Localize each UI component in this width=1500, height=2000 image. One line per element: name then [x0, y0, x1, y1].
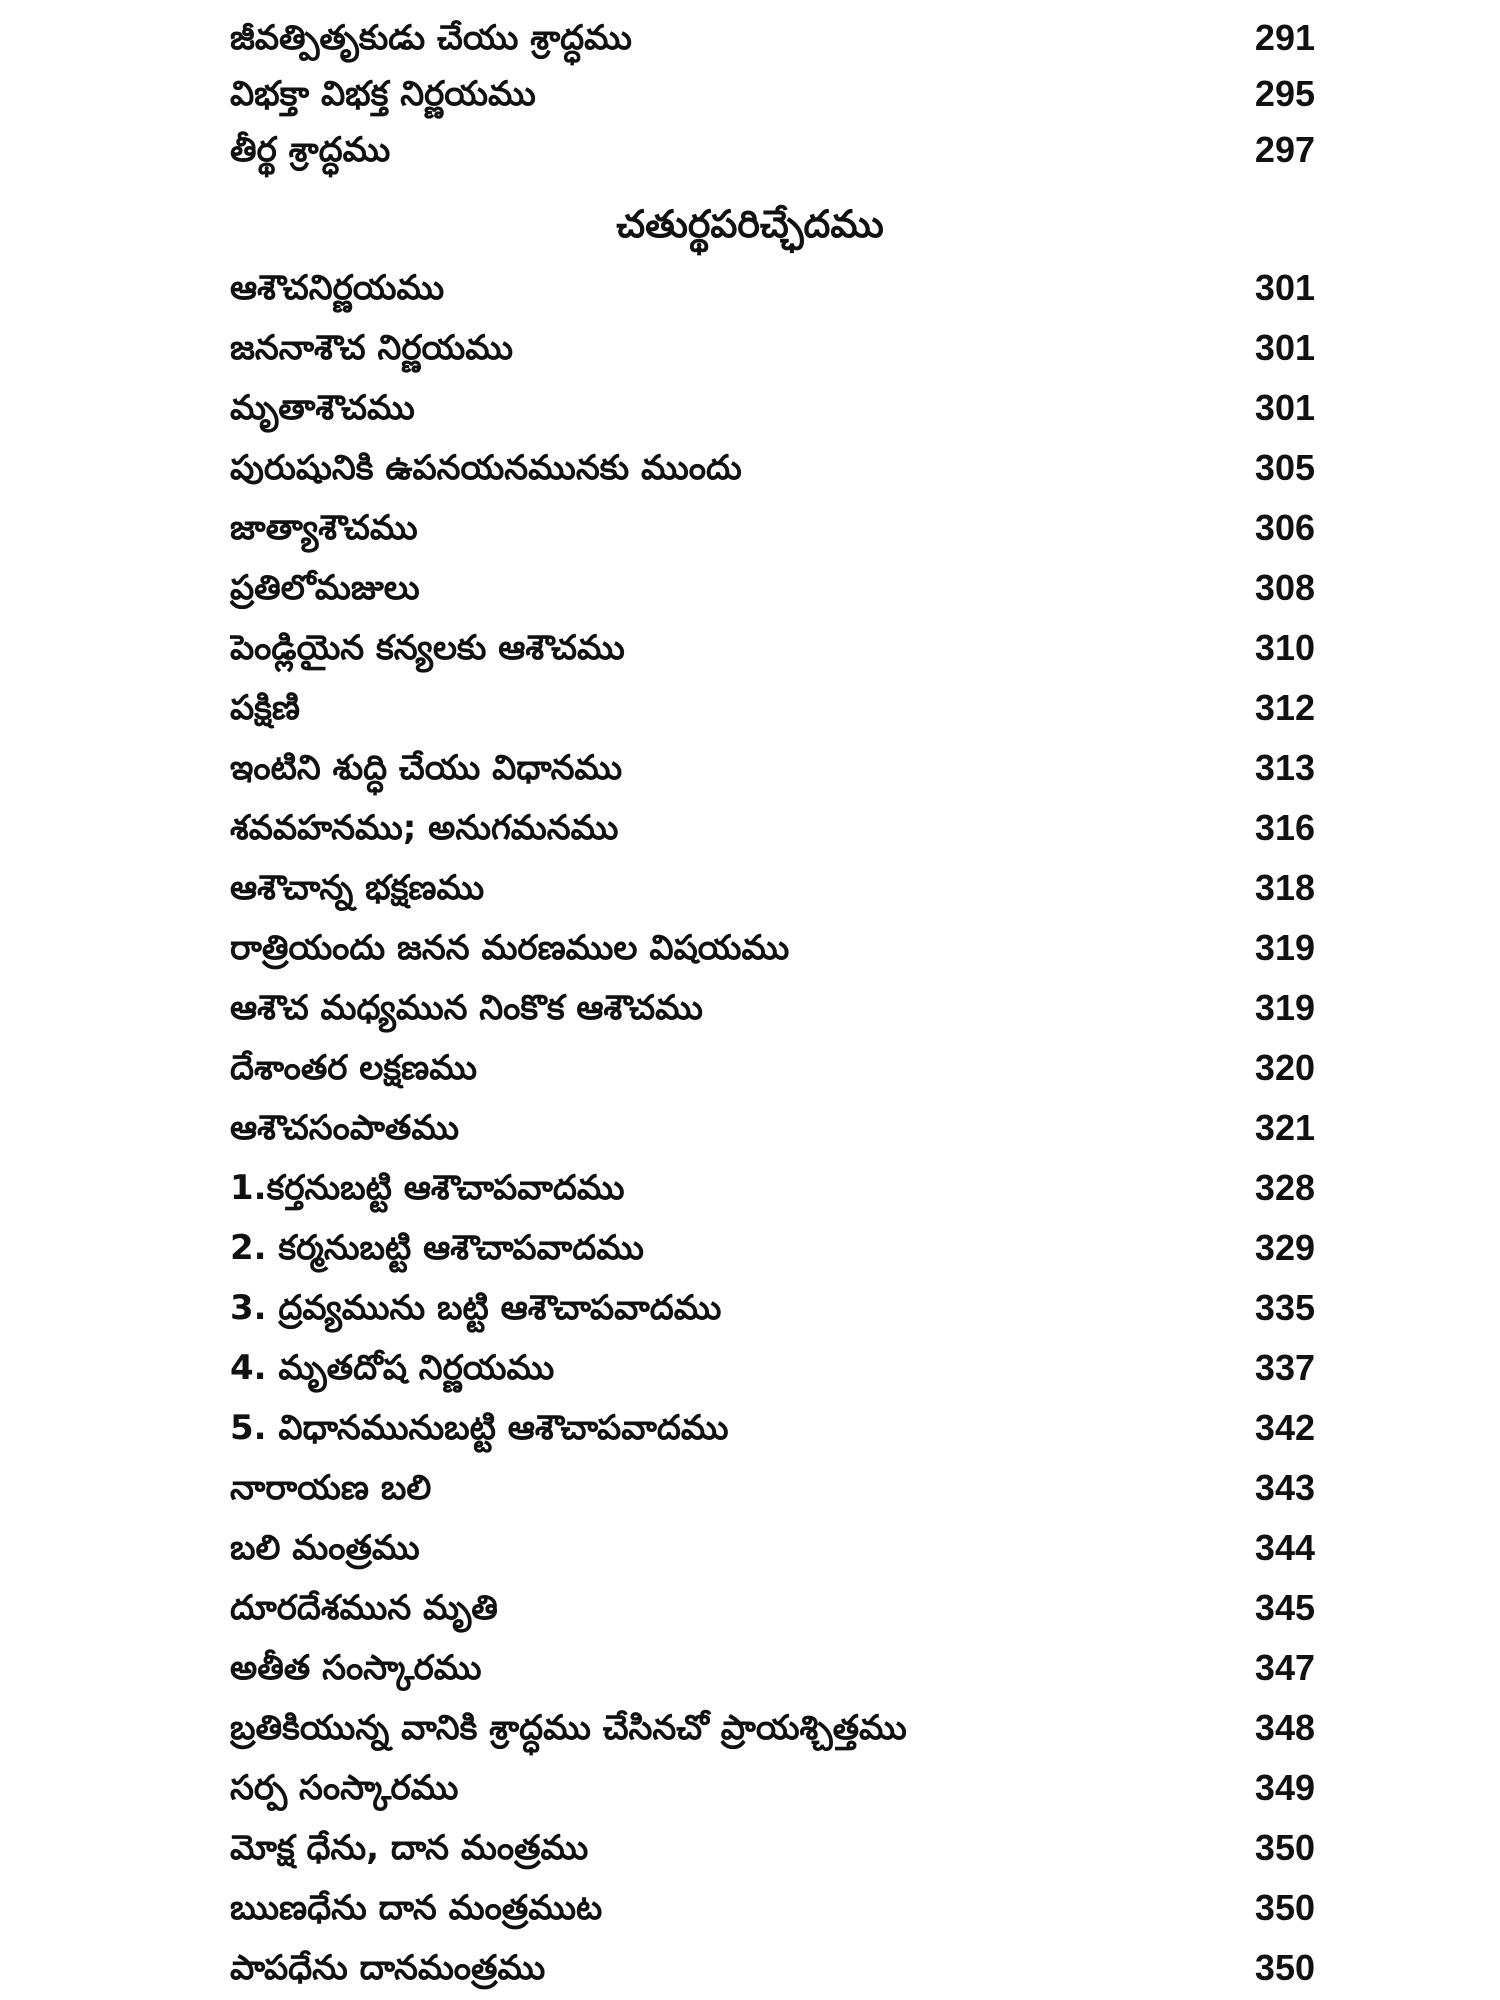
toc-entry-title: ఆశౌచాన్న భక్షణము: [230, 868, 485, 908]
toc-page-number: 319: [1254, 927, 1315, 968]
toc-page-number: 291: [1254, 17, 1315, 58]
toc-row: [0, 560, 1500, 616]
toc-entry-title: మోక్ష ధేను, దాన మంత్రము: [230, 1828, 589, 1868]
toc-entry-title: ఆశౌచ మధ్యమున నింకొక ఆశౌచము: [230, 988, 703, 1028]
toc-page-number: 328: [1254, 1167, 1315, 1208]
toc-row: [0, 260, 1500, 316]
toc-entry-title: 3. ద్రవ్యమును బట్టి ఆశౌచాపవాదము: [230, 1288, 722, 1328]
toc-page-number: 350: [1254, 1947, 1315, 1988]
toc-page-number: 342: [1254, 1407, 1315, 1448]
toc-entry-title: బ్రతికియున్న వానికి శ్రాద్ధము చేసినచో ప్రాయశ్చిత్తము: [230, 1708, 907, 1748]
toc-row: [0, 1820, 1500, 1876]
toc-entry-title: విభక్తా విభక్త నిర్ణయము: [230, 74, 536, 114]
toc-entry-title: సర్ప సంస్కారము: [230, 1768, 459, 1808]
toc-row: [0, 1040, 1500, 1096]
toc-entry-title: 1.కర్తనుబట్టి ఆశౌచాపవాదము: [230, 1168, 625, 1208]
toc-row: [0, 1940, 1500, 1996]
toc-entry-title: అతీత సంస్కారము: [230, 1648, 482, 1688]
toc-row: [0, 1340, 1500, 1396]
toc-row: [0, 1880, 1500, 1936]
toc-entry-title: నారాయణ బలి: [230, 1468, 432, 1508]
toc-entry-title: 5. విధానమునుబట్టి ఆశౌచాపవాదము: [230, 1408, 729, 1448]
toc-row: [0, 1760, 1500, 1816]
toc-page-number: 347: [1254, 1647, 1315, 1688]
toc-entry-title: 4. మృతదోష నిర్ణయము: [230, 1348, 555, 1388]
toc-entry-title: బలి మంత్రము: [230, 1528, 420, 1568]
toc-entry-title: జాత్యాశౌచము: [230, 508, 418, 548]
section-heading: చతుర్థపరిచ్ఛేదము: [616, 202, 884, 246]
toc-page-number: 305: [1254, 447, 1315, 488]
toc-row: [0, 10, 1500, 66]
toc-entry-title: 2. కర్మనుబట్టి ఆశౌచాపవాదము: [230, 1228, 644, 1268]
toc-page-number: 335: [1254, 1287, 1315, 1328]
toc-page-number: 301: [1254, 387, 1315, 428]
toc-entry-title: శవవహనము; అనుగమనము: [230, 808, 619, 848]
toc-row: [0, 680, 1500, 736]
toc-row: [0, 66, 1500, 122]
toc-entry-title: ఆశౌచసంపాతము: [230, 1108, 460, 1148]
toc-row: [0, 1520, 1500, 1576]
toc-page-number: 301: [1254, 327, 1315, 368]
toc-page-number: 297: [1254, 129, 1315, 170]
toc-entry-title: తీర్థ శ్రాద్ధము: [230, 130, 391, 170]
toc-page-number: 337: [1254, 1347, 1315, 1388]
toc-row: [0, 320, 1500, 376]
toc-page-number: 343: [1254, 1467, 1315, 1508]
toc-page-number: 301: [1254, 267, 1315, 308]
toc-row: [0, 740, 1500, 796]
toc-entry-title: పురుషునికి ఉపనయనమునకు ముందు: [230, 448, 742, 488]
toc-entry-title: పెండ్లియైన కన్యలకు ఆశౌచము: [230, 628, 625, 668]
toc-row: [0, 122, 1500, 178]
toc-entry-title: జీవత్పితృకుడు చేయు శ్రాద్ధము: [230, 18, 632, 58]
toc-page-number: 320: [1254, 1047, 1315, 1088]
toc-row: [0, 860, 1500, 916]
toc-page-number: 344: [1254, 1527, 1315, 1568]
toc-row: [0, 800, 1500, 856]
toc-entry-title: దూరదేశమున మృతి: [230, 1588, 498, 1628]
toc-row: [0, 380, 1500, 436]
toc-page-number: 312: [1254, 687, 1315, 728]
toc-row: [0, 1220, 1500, 1276]
toc-page-number: 308: [1254, 567, 1315, 608]
toc-entry-title: మృతాశౌచము: [230, 388, 415, 428]
toc-row: [0, 440, 1500, 496]
toc-page-number: 313: [1254, 747, 1315, 788]
toc-row: [0, 920, 1500, 976]
toc-row: [0, 1580, 1500, 1636]
toc-row: [0, 1280, 1500, 1336]
toc-row: [0, 1460, 1500, 1516]
toc-row: [0, 980, 1500, 1036]
toc-page-number: 321: [1254, 1107, 1315, 1148]
toc-page-number: 350: [1254, 1827, 1315, 1868]
toc-row: [0, 1400, 1500, 1456]
toc-entry-title: ఆశౌచనిర్ణయము: [230, 268, 445, 308]
toc-entry-title: పాపధేను దానమంత్రము: [230, 1948, 546, 1988]
toc-page-number: 350: [1254, 1887, 1315, 1928]
toc-page-number: 348: [1254, 1707, 1315, 1748]
toc-page-number: 318: [1254, 867, 1315, 908]
toc-page-number: 345: [1254, 1587, 1315, 1628]
toc-page-number: 319: [1254, 987, 1315, 1028]
toc-row: [0, 1700, 1500, 1756]
toc-entry-title: ఋణధేను దాన మంత్రముట: [230, 1888, 603, 1928]
toc-row: [0, 1640, 1500, 1696]
toc-row: [0, 1160, 1500, 1216]
toc-entry-title: ప్రతిలోమజులు: [230, 568, 420, 608]
toc-page-number: 310: [1254, 627, 1315, 668]
toc-entry-title: పక్షిణి: [230, 688, 301, 728]
toc-row: [0, 500, 1500, 556]
toc-page-number: 306: [1254, 507, 1315, 548]
toc-entry-title: దేశాంతర లక్షణము: [230, 1048, 477, 1088]
toc-row: [0, 620, 1500, 676]
toc-row: [0, 1100, 1500, 1156]
toc-entry-title: జననాశౌచ నిర్ణయము: [230, 328, 513, 368]
toc-entry-title: రాత్రియందు జనన మరణముల విషయము: [230, 928, 790, 968]
toc-entry-title: ఇంటిని శుద్ధి చేయు విధానము: [230, 748, 623, 788]
toc-page-number: 316: [1254, 807, 1315, 848]
toc-page-number: 329: [1254, 1227, 1315, 1268]
toc-page-number: 295: [1254, 73, 1315, 114]
toc-page-number: 349: [1254, 1767, 1315, 1808]
